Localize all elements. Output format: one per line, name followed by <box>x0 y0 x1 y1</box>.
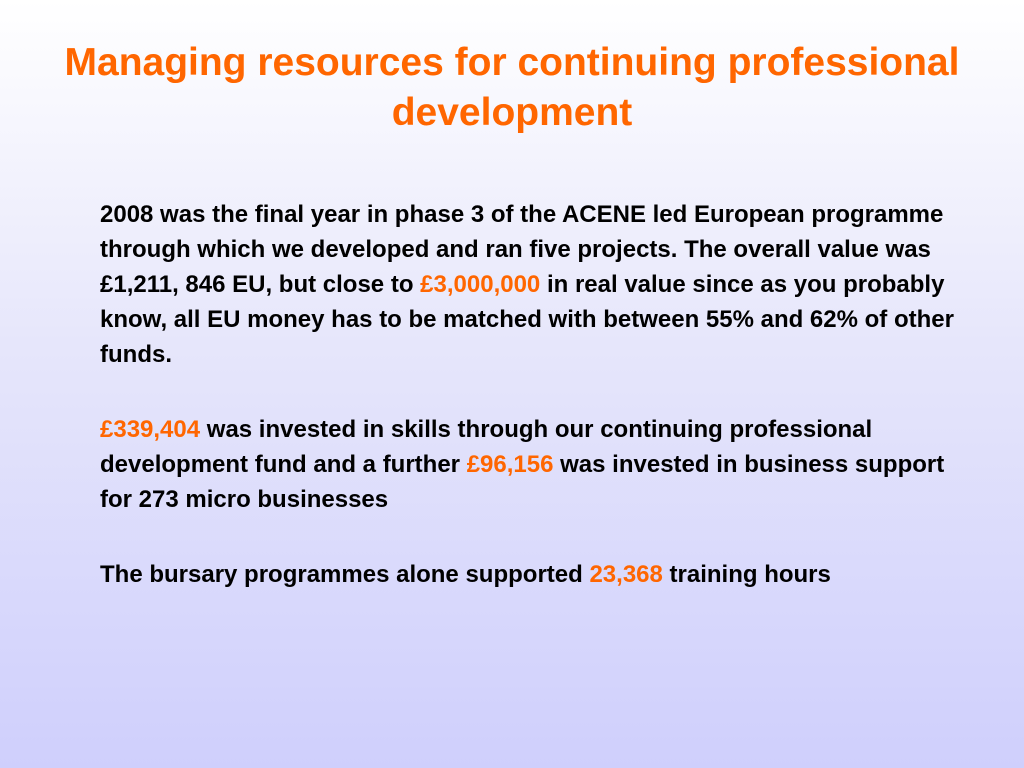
slide-title: Managing resources for continuing professional development <box>64 41 960 134</box>
paragraph-text: was invested in business support for 273 micro businesses <box>100 451 945 513</box>
paragraph-text: The bursary programmes alone supported <box>100 561 590 588</box>
paragraph-bursary <box>100 557 970 592</box>
highlight-skills-investment: £339,404 <box>100 416 201 443</box>
highlight-business-support: £96,156 <box>466 451 554 478</box>
paragraph-investment <box>100 412 970 517</box>
highlight-training-hours: 23,368 <box>589 561 663 588</box>
paragraph-text: in real value since as you probably know, all EU money has to be matched with between 55% and 62% of other funds. <box>100 271 954 368</box>
paragraph-phase3-summary <box>100 197 970 372</box>
slide-body <box>100 197 970 632</box>
paragraph-text: training hours <box>662 561 831 588</box>
paragraph-text: was invested in skills through our continuing professional development fund and a further <box>100 416 873 478</box>
highlight-real-value: £3,000,000 <box>420 271 541 298</box>
paragraph-text: 2008 was the final year in phase 3 of the ACENE led European programme through which we developed and ran five projects. The overall value was £1,211, 846 EU, but close to <box>100 201 944 298</box>
